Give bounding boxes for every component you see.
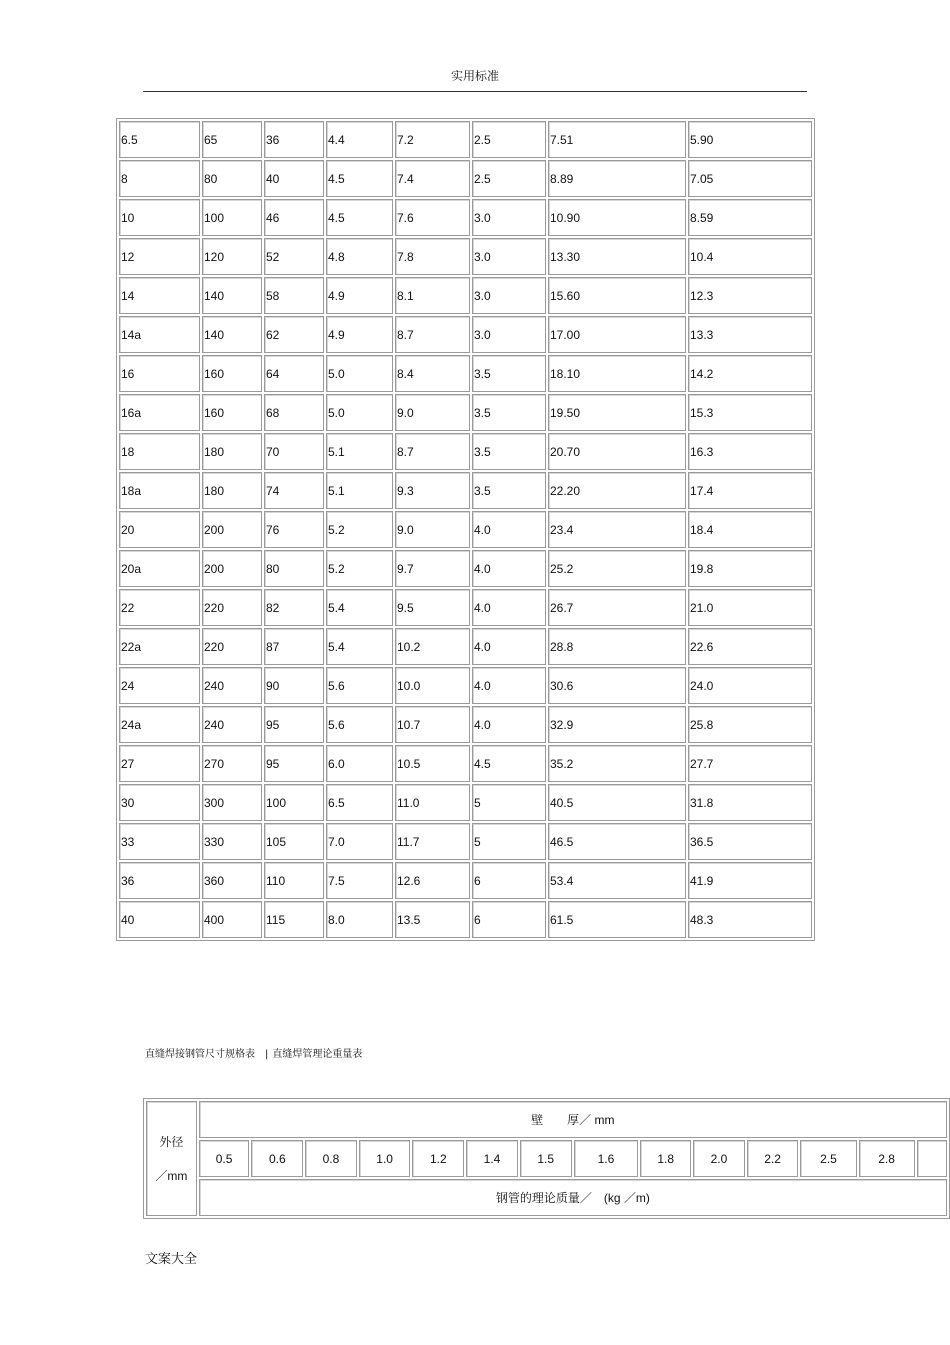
table-cell: 13.5 (395, 901, 470, 938)
table-cell: 35.2 (548, 745, 686, 782)
table-row (119, 823, 812, 860)
table-cell: 4.4 (326, 121, 393, 158)
table-cell: 4.0 (472, 589, 546, 626)
table-cell: 6.5 (119, 121, 200, 158)
table-row (119, 745, 812, 782)
table-cell: 140 (202, 316, 262, 353)
table-cell: 8.7 (395, 433, 470, 470)
table-row (119, 511, 812, 548)
table-cell: 5.6 (326, 667, 393, 704)
thickness-cell: 2.8 (859, 1140, 915, 1177)
table-cell: 8.4 (395, 355, 470, 392)
table-cell: 300 (202, 784, 262, 821)
table-cell: 82 (264, 589, 324, 626)
outer-diameter-header (146, 1101, 197, 1216)
table-cell: 87 (264, 628, 324, 665)
footer-text: 文案大全 (145, 1252, 198, 1267)
table-cell: 11.7 (395, 823, 470, 860)
table-cell: 3.5 (472, 394, 546, 431)
table-cell: 31.8 (688, 784, 812, 821)
mass-row (146, 1179, 947, 1216)
table-cell: 24.0 (688, 667, 812, 704)
table-cell: 4.0 (472, 550, 546, 587)
table-cell: 74 (264, 472, 324, 509)
table-cell: 10 (119, 199, 200, 236)
table-cell: 12 (119, 238, 200, 275)
caption-left: 直缝焊接钢管尺寸规格表 (145, 1049, 255, 1060)
table-cell: 12.6 (395, 862, 470, 899)
table-cell: 26.7 (548, 589, 686, 626)
table-cell: 61.5 (548, 901, 686, 938)
table-cell: 9.7 (395, 550, 470, 587)
table-cell: 95 (264, 706, 324, 743)
table-cell: 6.5 (326, 784, 393, 821)
thickness-cell: 2.2 (747, 1140, 799, 1177)
table-cell: 36 (119, 862, 200, 899)
table-cell: 46 (264, 199, 324, 236)
table-cell: 5 (472, 784, 546, 821)
table-cell: 23.4 (548, 511, 686, 548)
table-caption (145, 1048, 362, 1062)
table-cell: 10.2 (395, 628, 470, 665)
table-cell: 18.10 (548, 355, 686, 392)
page-header (143, 66, 807, 92)
thickness-cell: 1.5 (520, 1140, 572, 1177)
table-cell: 5.0 (326, 394, 393, 431)
table-cell: 8.59 (688, 199, 812, 236)
table-cell: 180 (202, 472, 262, 509)
table-cell: 30 (119, 784, 200, 821)
table-cell: 18a (119, 472, 200, 509)
section-steel-table-body (119, 121, 812, 938)
table-cell: 4.5 (326, 199, 393, 236)
table-cell: 3.0 (472, 199, 546, 236)
table-cell: 19.50 (548, 394, 686, 431)
table-cell: 40.5 (548, 784, 686, 821)
table-cell: 3.5 (472, 355, 546, 392)
table-cell: 10.4 (688, 238, 812, 275)
table-cell: 4.0 (472, 667, 546, 704)
table-cell: 4.0 (472, 628, 546, 665)
table-cell: 15.3 (688, 394, 812, 431)
table-cell: 80 (202, 160, 262, 197)
table-cell: 5.0 (326, 355, 393, 392)
table-cell: 6 (472, 901, 546, 938)
table-cell: 7.4 (395, 160, 470, 197)
page-footer (145, 1248, 197, 1267)
table-row (119, 277, 812, 314)
table-cell: 46.5 (548, 823, 686, 860)
table-cell: 9.0 (395, 394, 470, 431)
table-cell: 4.9 (326, 316, 393, 353)
table-cell: 16a (119, 394, 200, 431)
table-cell: 5.4 (326, 589, 393, 626)
table-cell: 22a (119, 628, 200, 665)
table-cell: 5.2 (326, 550, 393, 587)
table-cell: 220 (202, 628, 262, 665)
table-cell: 105 (264, 823, 324, 860)
caption-right: 直缝焊管理论重量表 (272, 1049, 363, 1060)
table-cell: 22.6 (688, 628, 812, 665)
table-cell: 3.5 (472, 472, 546, 509)
table-cell: 200 (202, 550, 262, 587)
table-cell: 7.5 (326, 862, 393, 899)
thickness-cell: 0.6 (251, 1140, 303, 1177)
thickness-cell: 2.0 (693, 1140, 745, 1177)
table-cell: 58 (264, 277, 324, 314)
table-cell: 110 (264, 862, 324, 899)
table-cell: 13.30 (548, 238, 686, 275)
table-cell: 24 (119, 667, 200, 704)
table-cell: 3.5 (472, 433, 546, 470)
section-steel-table (116, 118, 815, 941)
table-cell: 2.5 (472, 160, 546, 197)
wall-thickness-header: 壁 厚／ mm (199, 1101, 947, 1138)
table-cell: 5.4 (326, 628, 393, 665)
header-title: 实用标准 (450, 69, 499, 83)
table-row (119, 160, 812, 197)
table-cell: 14 (119, 277, 200, 314)
thickness-cell: 1.8 (640, 1140, 691, 1177)
table-row (119, 628, 812, 665)
table-cell: 7.6 (395, 199, 470, 236)
table-cell: 19.8 (688, 550, 812, 587)
table-cell: 41.9 (688, 862, 812, 899)
table-row (119, 472, 812, 509)
thickness-cell: 2.5 (800, 1140, 856, 1177)
table-cell: 27 (119, 745, 200, 782)
table-cell: 8.1 (395, 277, 470, 314)
table-cell: 14.2 (688, 355, 812, 392)
table-cell: 10.90 (548, 199, 686, 236)
outer-diameter-unit: ／mm (155, 1168, 188, 1183)
table-cell: 4.5 (472, 745, 546, 782)
table-cell: 180 (202, 433, 262, 470)
table-cell: 115 (264, 901, 324, 938)
table-row (119, 121, 812, 158)
table-cell: 330 (202, 823, 262, 860)
table-cell: 62 (264, 316, 324, 353)
table-cell: 80 (264, 550, 324, 587)
table-cell: 5.2 (326, 511, 393, 548)
table-cell: 32.9 (548, 706, 686, 743)
table-cell: 21.0 (688, 589, 812, 626)
table-cell: 5.90 (688, 121, 812, 158)
table-cell: 240 (202, 667, 262, 704)
table-row (119, 589, 812, 626)
table-cell: 64 (264, 355, 324, 392)
table-cell: 16.3 (688, 433, 812, 470)
table-cell: 25.8 (688, 706, 812, 743)
table-cell: 3.0 (472, 238, 546, 275)
table-cell: 7.8 (395, 238, 470, 275)
table-cell: 160 (202, 355, 262, 392)
table-cell: 11.0 (395, 784, 470, 821)
table-cell: 4.0 (472, 511, 546, 548)
spec-header-row (146, 1101, 947, 1138)
thickness-cell: 1.0 (359, 1140, 411, 1177)
table-cell: 5.1 (326, 433, 393, 470)
table-cell: 12.3 (688, 277, 812, 314)
table-cell: 33 (119, 823, 200, 860)
table-cell: 90 (264, 667, 324, 704)
table-cell: 140 (202, 277, 262, 314)
table-row (119, 862, 812, 899)
table-cell: 8.0 (326, 901, 393, 938)
table-row (119, 706, 812, 743)
table-cell: 65 (202, 121, 262, 158)
table-cell: 30.6 (548, 667, 686, 704)
table-cell: 8.7 (395, 316, 470, 353)
table-cell: 18 (119, 433, 200, 470)
table-cell: 40 (119, 901, 200, 938)
table-cell: 3.0 (472, 316, 546, 353)
thickness-cell (917, 1140, 947, 1177)
table-row (119, 550, 812, 587)
table-cell: 22 (119, 589, 200, 626)
table-cell: 18.4 (688, 511, 812, 548)
table-cell: 6.0 (326, 745, 393, 782)
table-cell: 10.5 (395, 745, 470, 782)
table-cell: 100 (264, 784, 324, 821)
table-cell: 240 (202, 706, 262, 743)
table-cell: 10.0 (395, 667, 470, 704)
table-cell: 25.2 (548, 550, 686, 587)
table-row (119, 394, 812, 431)
table-cell: 400 (202, 901, 262, 938)
table-cell: 100 (202, 199, 262, 236)
table-cell: 9.3 (395, 472, 470, 509)
table-cell: 8 (119, 160, 200, 197)
table-cell: 48.3 (688, 901, 812, 938)
table-cell: 9.0 (395, 511, 470, 548)
table-cell: 70 (264, 433, 324, 470)
table-cell: 160 (202, 394, 262, 431)
table-cell: 5.1 (326, 472, 393, 509)
table-cell: 95 (264, 745, 324, 782)
table-cell: 27.7 (688, 745, 812, 782)
table-cell: 4.9 (326, 277, 393, 314)
table-cell: 4.5 (326, 160, 393, 197)
thickness-cell: 1.4 (466, 1140, 518, 1177)
table-cell: 22.20 (548, 472, 686, 509)
table-cell: 24a (119, 706, 200, 743)
outer-diameter-label: 外径 (159, 1134, 184, 1149)
table-cell: 20 (119, 511, 200, 548)
table-cell: 17.4 (688, 472, 812, 509)
table-cell: 270 (202, 745, 262, 782)
thickness-cell: 0.5 (199, 1140, 250, 1177)
table-cell: 36.5 (688, 823, 812, 860)
table-cell: 4.8 (326, 238, 393, 275)
table-cell: 28.8 (548, 628, 686, 665)
table-cell: 14a (119, 316, 200, 353)
table-row (119, 316, 812, 353)
table-cell: 9.5 (395, 589, 470, 626)
table-row (119, 199, 812, 236)
table-cell: 10.7 (395, 706, 470, 743)
table-cell: 40 (264, 160, 324, 197)
table-cell: 16 (119, 355, 200, 392)
table-row (119, 901, 812, 938)
table-cell: 220 (202, 589, 262, 626)
table-row (119, 784, 812, 821)
table-cell: 7.05 (688, 160, 812, 197)
table-cell: 6 (472, 862, 546, 899)
table-cell: 52 (264, 238, 324, 275)
table-cell: 2.5 (472, 121, 546, 158)
table-cell: 4.0 (472, 706, 546, 743)
table-cell: 200 (202, 511, 262, 548)
table-cell: 8.89 (548, 160, 686, 197)
table-cell: 76 (264, 511, 324, 548)
table-row (119, 433, 812, 470)
table-cell: 7.0 (326, 823, 393, 860)
table-row (119, 238, 812, 275)
table-row (119, 667, 812, 704)
table-cell: 120 (202, 238, 262, 275)
thickness-row (146, 1140, 947, 1177)
thickness-cell: 0.8 (305, 1140, 357, 1177)
caption-separator: | (265, 1049, 269, 1060)
table-cell: 7.51 (548, 121, 686, 158)
table-cell: 5 (472, 823, 546, 860)
table-cell: 3.0 (472, 277, 546, 314)
theoretical-mass-header: 钢管的理论质量／ (kg ／m) (199, 1179, 947, 1216)
table-cell: 5.6 (326, 706, 393, 743)
table-cell: 17.00 (548, 316, 686, 353)
table-cell: 7.2 (395, 121, 470, 158)
table-cell: 360 (202, 862, 262, 899)
welded-pipe-weight-table (143, 1098, 950, 1219)
table-cell: 68 (264, 394, 324, 431)
table-row (119, 355, 812, 392)
table-cell: 13.3 (688, 316, 812, 353)
thickness-cell: 1.6 (574, 1140, 639, 1177)
table-cell: 20a (119, 550, 200, 587)
table-cell: 53.4 (548, 862, 686, 899)
table-cell: 15.60 (548, 277, 686, 314)
thickness-cell: 1.2 (412, 1140, 464, 1177)
table-cell: 20.70 (548, 433, 686, 470)
table-cell: 36 (264, 121, 324, 158)
